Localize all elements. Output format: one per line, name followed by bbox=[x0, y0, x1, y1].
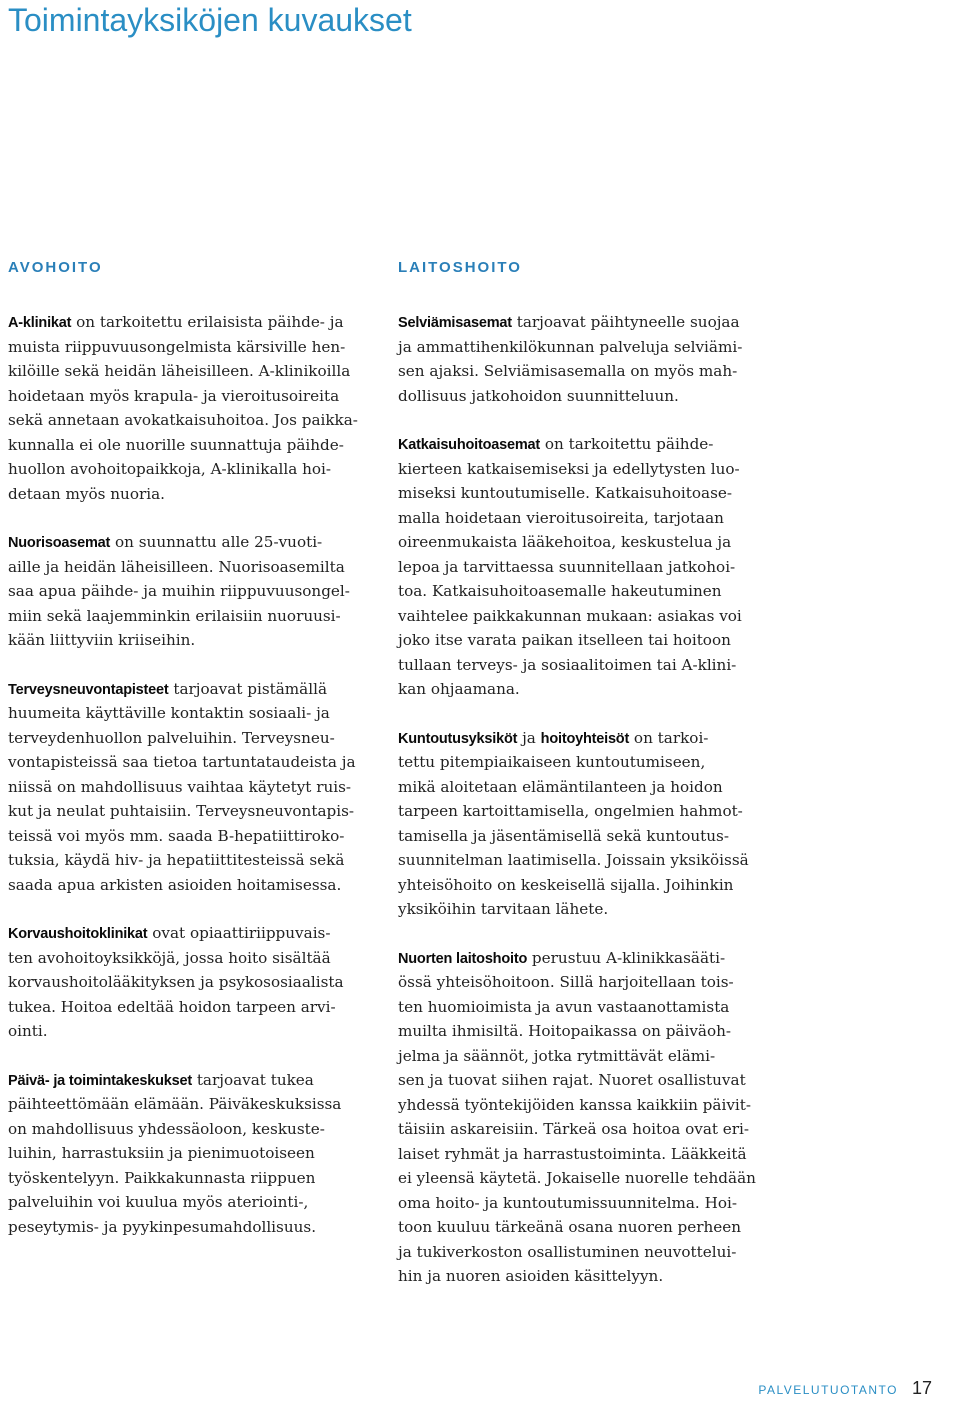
term-label: Nuorten laitoshoito bbox=[398, 950, 528, 967]
page-title: Toimintayksiköjen kuvaukset bbox=[8, 2, 412, 38]
text-line bbox=[398, 1044, 764, 1069]
text-line bbox=[398, 873, 764, 898]
footer-section-label: PALVELUTUOTANTO bbox=[758, 1383, 898, 1397]
term-label: Selviämisasemat bbox=[398, 315, 512, 331]
page-footer bbox=[758, 1378, 932, 1399]
line-text: ja tukiverkoston osallistuminen neuvottelui- bbox=[398, 1242, 737, 1261]
line-text: muilta ihmisiltä. Hoitopaikassa on päiväoh- bbox=[398, 1022, 732, 1040]
line-text: toon kuuluu tärkeänä osana nuoren perheen bbox=[398, 1218, 742, 1236]
text-line bbox=[8, 824, 368, 849]
line-text: tukea. Hoitoa edeltää hoidon tarpeen arvi- bbox=[8, 997, 336, 1016]
term-label: hoitoyhteisöt bbox=[540, 730, 630, 747]
paragraph bbox=[8, 530, 368, 653]
line-text: joko itse varata paikan itselleen tai hoitoon bbox=[398, 631, 731, 649]
line-text: suunnitelman laatimisella. Joissain yksiköissä bbox=[398, 851, 749, 869]
line-text: miin sekä laajemminkin erilaisiin nuoruusi- bbox=[8, 606, 341, 625]
right-column bbox=[398, 256, 764, 1313]
text-line bbox=[398, 1240, 764, 1265]
line-text: kään liittyviin kriiseihin. bbox=[8, 631, 196, 649]
text-line bbox=[8, 1068, 368, 1093]
paragraph bbox=[398, 726, 764, 922]
paragraph bbox=[8, 921, 368, 1044]
text-line bbox=[398, 530, 764, 555]
text-line bbox=[398, 653, 764, 678]
line-text: sen ajaksi. Selviämisasemalla on myös mah- bbox=[398, 362, 738, 380]
line-text: täisiin askareisiin. Tärkeä osa hoitoa ovat eri- bbox=[398, 1120, 750, 1138]
term-label: Päivä- ja toimintakeskukset bbox=[8, 1072, 192, 1089]
text-line bbox=[8, 1117, 368, 1142]
line-text: terveydenhuollon palveluihin. Terveysneu- bbox=[8, 728, 335, 747]
text-line bbox=[398, 335, 764, 360]
line-text: kan ohjaamana. bbox=[398, 680, 520, 698]
text-line bbox=[8, 408, 368, 433]
line-text: dollisuus jatkohoidon suunnitteluun. bbox=[398, 386, 679, 405]
text-line bbox=[8, 1019, 368, 1044]
line-text: hoidetaan myös krapula- ja vieroitusoireita bbox=[8, 386, 340, 405]
left-column-body bbox=[8, 310, 368, 1239]
line-text: peseytymis- ja pyykinpesumahdollisuus. bbox=[8, 1217, 317, 1236]
text-line bbox=[398, 677, 764, 702]
text-line bbox=[398, 1264, 764, 1289]
text-line bbox=[8, 921, 368, 946]
term-label: A-klinikat bbox=[8, 315, 72, 331]
left-column bbox=[8, 256, 368, 1263]
text-line bbox=[8, 530, 368, 555]
line-text: tarjoavat tukea bbox=[192, 1070, 314, 1089]
text-line bbox=[8, 1166, 368, 1191]
line-text: saa apua päihde- ja muihin riippuvuusongel- bbox=[8, 582, 350, 600]
text-line bbox=[8, 457, 368, 482]
line-text: lepoa ja tarvittaessa suunnitellaan jatkohoi- bbox=[398, 557, 736, 576]
line-text: muista riippuvuusongelmista kärsiville hen- bbox=[8, 337, 346, 356]
line-text: ten avohoitoyksikköjä, jossa hoito sisältää bbox=[8, 948, 331, 967]
line-text: tullaan terveys- ja sosiaalitoimen tai A-klini- bbox=[398, 655, 737, 674]
text-line bbox=[398, 432, 764, 457]
text-line bbox=[8, 1190, 368, 1215]
paragraph bbox=[8, 677, 368, 898]
line-text: teissä voi myös mm. saada B-hepatiittiroko- bbox=[8, 826, 345, 845]
line-text: oireenmukaista lääkehoitoa, keskustelua ja bbox=[398, 533, 732, 551]
line-text: jelma ja säännöt, jotka rytmittävät elämi- bbox=[398, 1046, 716, 1065]
text-line bbox=[8, 848, 368, 873]
text-line bbox=[398, 897, 764, 922]
line-text: perustuu A-klinikkasääti- bbox=[527, 948, 726, 967]
text-line bbox=[8, 995, 368, 1020]
term-label: Nuorisoasemat bbox=[8, 535, 111, 551]
text-line bbox=[398, 506, 764, 531]
text-line bbox=[398, 995, 764, 1020]
line-text: kut ja neulat puhtaisiin. Terveysneuvontapis- bbox=[8, 802, 355, 820]
line-text: luihin, harrastuksiin ja pienimuotoiseen bbox=[8, 1144, 315, 1162]
paragraph bbox=[398, 432, 764, 702]
line-text: on mahdollisuus yhdessäoloon, keskuste- bbox=[8, 1119, 325, 1138]
text-line bbox=[398, 1191, 764, 1216]
text-line bbox=[8, 433, 368, 458]
text-line bbox=[398, 359, 764, 384]
text-line bbox=[398, 848, 764, 873]
text-line bbox=[8, 482, 368, 507]
line-text: mikä aloitetaan elämäntilanteen ja hoidon bbox=[398, 777, 723, 796]
text-line bbox=[398, 555, 764, 580]
line-text: korvaushoitolääkityksen ja psykososiaalista bbox=[8, 973, 344, 991]
text-line bbox=[8, 701, 368, 726]
line-text: malla hoidetaan vieroitusoireita, tarjotaan bbox=[398, 508, 724, 527]
text-line bbox=[398, 579, 764, 604]
section-heading-laitoshoito: LAITOSHOITO bbox=[398, 259, 522, 276]
line-text: ointi. bbox=[8, 1022, 48, 1040]
text-line bbox=[8, 677, 368, 702]
text-line bbox=[8, 359, 368, 384]
term-label: Katkaisuhoitoasemat bbox=[398, 437, 541, 453]
text-line bbox=[398, 457, 764, 482]
line-text: tettu pitempiaikaiseen kuntoutumiseen, bbox=[398, 753, 706, 771]
text-line bbox=[8, 628, 368, 653]
line-text: hin ja nuoren asioiden käsittelyyn. bbox=[398, 1267, 664, 1285]
text-line bbox=[398, 604, 764, 629]
text-line bbox=[398, 775, 764, 800]
line-text: kunnalla ei ole nuorille suunnattuja päihde- bbox=[8, 435, 344, 454]
text-line bbox=[8, 335, 368, 360]
line-text: sen ja tuovat siihen rajat. Nuoret osallistuvat bbox=[398, 1071, 746, 1089]
text-line bbox=[398, 726, 764, 751]
text-line bbox=[398, 799, 764, 824]
line-text: vaihtelee paikkakunnan mukaan: asiakas voi bbox=[398, 606, 742, 625]
text-line bbox=[8, 946, 368, 971]
text-line bbox=[398, 310, 764, 335]
section-heading-avohoito: AVOHOITO bbox=[8, 259, 103, 276]
text-line bbox=[398, 824, 764, 849]
paragraph bbox=[398, 946, 764, 1289]
term-label: Terveysneuvontapisteet bbox=[8, 681, 169, 698]
text-line bbox=[8, 970, 368, 995]
text-line bbox=[398, 1093, 764, 1118]
line-text: yksiköihin tarvitaan lähete. bbox=[398, 900, 609, 918]
text-line bbox=[8, 775, 368, 800]
text-line bbox=[8, 750, 368, 775]
text-line bbox=[8, 1092, 368, 1117]
text-line bbox=[398, 750, 764, 775]
line-text: ja bbox=[517, 728, 541, 747]
text-line bbox=[398, 970, 764, 995]
line-text: vontapisteissä saa tietoa tartuntataudeista ja bbox=[8, 753, 356, 771]
text-line bbox=[8, 726, 368, 751]
line-text: laiset ryhmät ja harrastustoiminta. Lääkkeitä bbox=[398, 1144, 747, 1163]
text-line bbox=[398, 1215, 764, 1240]
text-line bbox=[398, 628, 764, 653]
line-text: miseksi kuntoutumiselle. Katkaisuhoitoase- bbox=[398, 484, 732, 502]
text-line bbox=[8, 604, 368, 629]
line-text: sekä annetaan avokatkaisuhoitoa. Jos paikka- bbox=[8, 411, 358, 429]
text-line bbox=[8, 310, 368, 335]
line-text: on tarkoitettu päihde- bbox=[540, 435, 714, 453]
line-text: huumeita käyttäville kontaktin sosiaali- ja bbox=[8, 704, 330, 722]
text-line bbox=[398, 1142, 764, 1167]
line-text: aille ja heidän läheisilleen. Nuorisoasemilta bbox=[8, 557, 345, 576]
line-text: össä yhteisöhoitoon. Sillä harjoitellaan tois- bbox=[398, 973, 734, 991]
line-text: on tarkoi- bbox=[629, 728, 709, 747]
text-line bbox=[398, 1068, 764, 1093]
text-line bbox=[8, 384, 368, 409]
text-line bbox=[8, 1141, 368, 1166]
line-text: detaan myös nuoria. bbox=[8, 484, 165, 503]
text-line bbox=[398, 1117, 764, 1142]
line-text: tarjoavat pistämällä bbox=[168, 679, 328, 698]
text-line bbox=[8, 555, 368, 580]
line-text: kilöille sekä heidän läheisilleen. A-klinikoilla bbox=[8, 362, 351, 380]
line-text: päihteettömään elämään. Päiväkeskuksissa bbox=[8, 1095, 342, 1113]
text-line bbox=[398, 481, 764, 506]
paragraph bbox=[8, 310, 368, 506]
line-text: tarjoavat päihtyneelle suojaa bbox=[511, 313, 740, 331]
line-text: työskentelyyn. Paikkakunnasta riippuen bbox=[8, 1168, 316, 1187]
line-text: kierteen katkaisemiseksi ja edellytysten luo- bbox=[398, 459, 740, 478]
page-number: 17 bbox=[911, 1378, 932, 1398]
text-line bbox=[398, 1019, 764, 1044]
text-line bbox=[398, 1166, 764, 1191]
line-text: huollon avohoitopaikkoja, A-klinikalla hoi- bbox=[8, 460, 332, 478]
right-column-body bbox=[398, 310, 764, 1289]
line-text: ja ammattihenkilökunnan palveluja selviämi- bbox=[398, 337, 743, 356]
text-line bbox=[8, 873, 368, 898]
term-label: Korvaushoitoklinikat bbox=[8, 926, 148, 942]
line-text: niissä on mahdollisuus vaihtaa käytetyt ruis- bbox=[8, 777, 352, 796]
line-text: palveluihin voi kuulua myös ateriointi-, bbox=[8, 1193, 309, 1211]
line-text: tamisella ja jäsentämisellä sekä kuntoutus- bbox=[398, 826, 729, 845]
line-text: on suunnattu alle 25-vuoti- bbox=[110, 533, 323, 551]
line-text: ten huomioimista ja avun vastaanottamista bbox=[398, 997, 730, 1016]
line-text: on tarkoitettu erilaisista päihde- ja bbox=[71, 313, 344, 331]
line-text: tarpeen kartoittamisella, ongelmien hahmot- bbox=[398, 802, 743, 820]
line-text: ei yleensä käytetä. Jokaiselle nuorelle tehdään bbox=[398, 1169, 756, 1187]
paragraph bbox=[398, 310, 764, 408]
text-line bbox=[8, 579, 368, 604]
line-text: toa. Katkaisuhoitoasemalle hakeutuminen bbox=[398, 582, 722, 600]
line-text: oma hoito- ja kuntoutumissuunnitelma. Hoi- bbox=[398, 1193, 737, 1212]
line-text: saada apua arkisten asioiden hoitamisessa. bbox=[8, 875, 342, 894]
text-line bbox=[398, 946, 764, 971]
text-line bbox=[8, 1215, 368, 1240]
text-line bbox=[8, 799, 368, 824]
line-text: yhteisöhoito on keskeisellä sijalla. Joihinkin bbox=[398, 875, 734, 894]
term-label: Kuntoutusyksiköt bbox=[398, 730, 518, 747]
text-line bbox=[398, 384, 764, 409]
line-text: ovat opiaattiriippuvais- bbox=[147, 924, 331, 942]
line-text: tuksia, käydä hiv- ja hepatiittitesteissä sekä bbox=[8, 851, 345, 869]
paragraph bbox=[8, 1068, 368, 1240]
line-text: yhdessä työntekijöiden kanssa kaikkiin päivit- bbox=[398, 1095, 751, 1114]
